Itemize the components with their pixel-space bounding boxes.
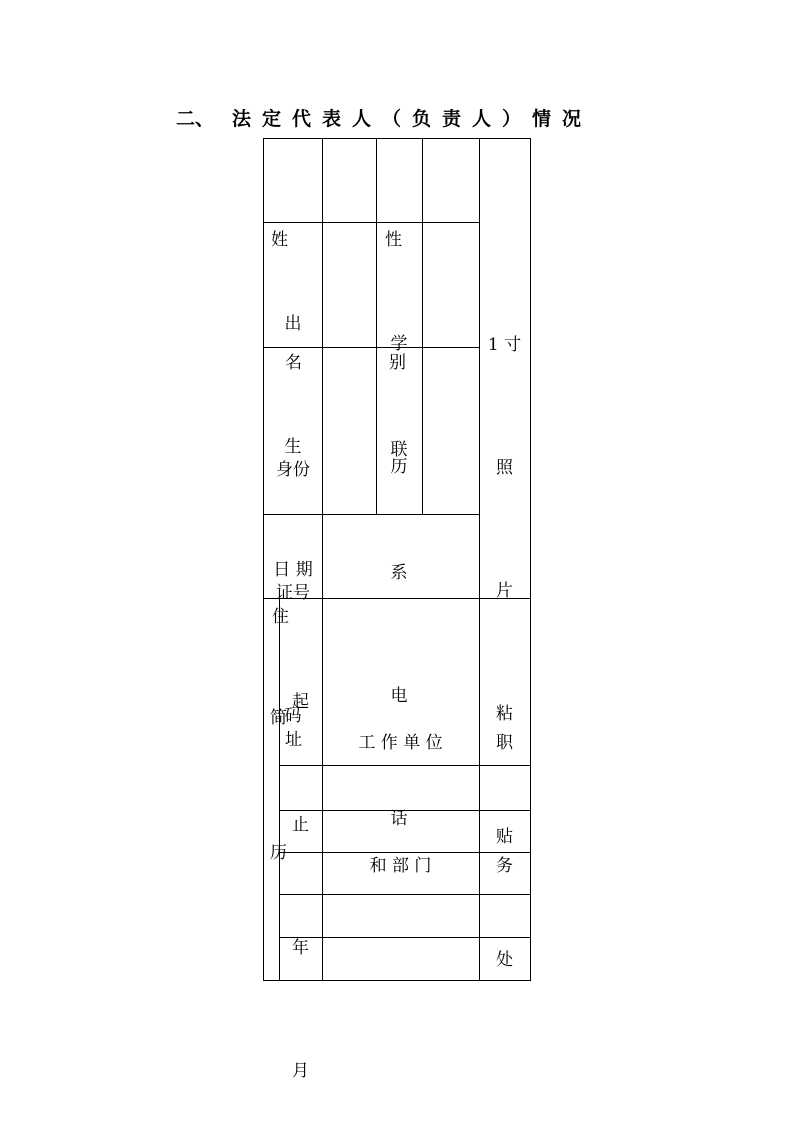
- phone-label: 联 系 电 话: [390, 440, 408, 829]
- id-number-label: 身份 证号 码: [276, 460, 310, 726]
- position-label: 职 务: [496, 733, 513, 876]
- section-title: [176, 104, 592, 131]
- employer-label: 工 作 单 位 和 部 门: [358, 733, 443, 876]
- section-title-text: 法定代表人（负责人）情况: [232, 108, 593, 130]
- resume-label: 简 历: [270, 708, 287, 863]
- period-label: 起 止 年 月: [292, 692, 309, 1081]
- section-number: 二、: [176, 108, 215, 130]
- gender-label: 性 别: [385, 230, 406, 373]
- education-label: 学 历: [390, 334, 408, 477]
- birth-date-label: 出 生 日 期: [273, 314, 313, 580]
- name-label: 姓 名: [271, 230, 302, 373]
- photo-placeholder-label: 1 寸 照 片 粘 贴 处: [487, 335, 522, 970]
- address-label: 住 址: [272, 607, 302, 750]
